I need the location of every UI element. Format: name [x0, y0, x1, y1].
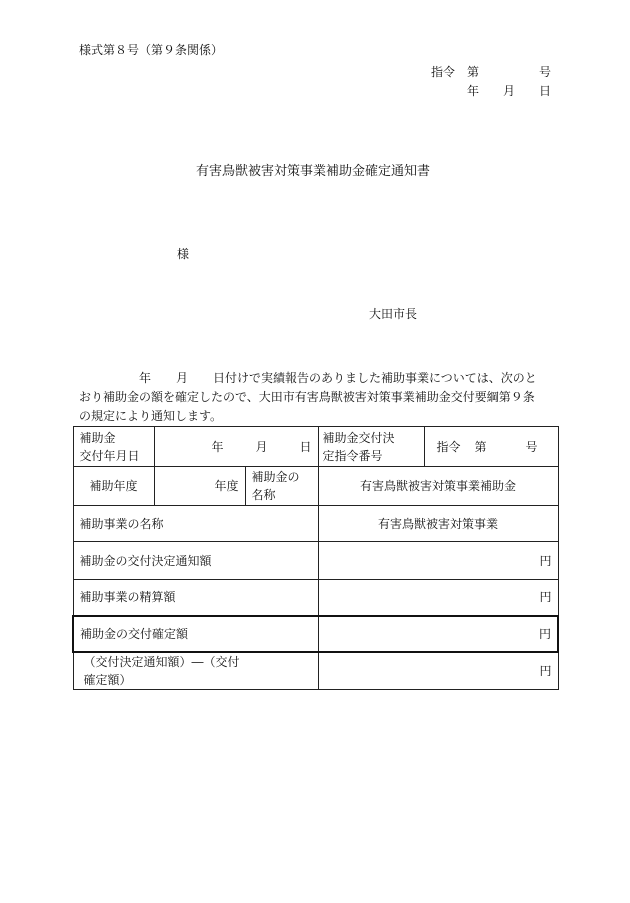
- grant-date-field: [154, 427, 318, 467]
- addressee-suffix: 様: [177, 247, 190, 261]
- grant-date-month-unit: 月: [255, 439, 268, 454]
- issue-date-day-unit: 日: [539, 84, 552, 98]
- settlement-amount-field: 円: [318, 580, 558, 616]
- decision-dai: 第: [474, 439, 487, 454]
- decision-shirei: 指令: [436, 439, 461, 454]
- decision-number-cell: [318, 427, 558, 467]
- issue-date-month-unit: 月: [503, 84, 516, 98]
- grant-decision-amount-label: 補助金の交付決定通知額: [73, 542, 318, 580]
- reference-number-suffix: 号: [539, 65, 552, 79]
- issuer-name: 大田市長: [369, 307, 418, 321]
- body-year-unit: 年: [139, 371, 152, 385]
- project-name-label: 補助事業の名称: [73, 506, 318, 542]
- body-line-3: の規定により通知します。: [79, 409, 223, 423]
- settlement-amount-label: 補助事業の精算額: [73, 580, 318, 616]
- table-row: [73, 616, 558, 652]
- form-number: 様式第８号（第９条関係）: [79, 43, 224, 57]
- fiscal-year-field: 年度: [154, 467, 245, 506]
- subsidy-name-value: 有害鳥獣被害対策事業補助金: [318, 467, 558, 506]
- difference-amount-label: （交付決定通知額）―（交付 確定額）: [73, 652, 318, 690]
- subsidy-table: [72, 426, 559, 690]
- body-line-1-text: 日付けで実績報告のありました補助事業については、次のと: [213, 371, 537, 385]
- project-name-value: 有害鳥獣被害対策事業: [318, 506, 558, 542]
- fiscal-year-label: 補助年度: [73, 467, 154, 506]
- decision-go: 号: [525, 439, 538, 454]
- body-month-unit: 月: [176, 371, 189, 385]
- body-line-2: おり補助金の額を確定したので、大田市有害鳥獣被害対策事業補助金交付要綱第９条: [79, 390, 535, 404]
- confirmed-amount-field: 円: [318, 616, 558, 652]
- notice-body: [79, 369, 559, 426]
- grant-date-label: 補助金 交付年月日: [73, 427, 154, 467]
- table-row: [73, 580, 558, 616]
- document-title: 有害鳥獣被害対策事業補助金確定通知書: [196, 164, 431, 179]
- decision-number-label: 補助金交付決 定指令番号: [319, 427, 425, 466]
- issue-date-year-unit: 年: [467, 84, 480, 98]
- reference-number-prefix: 第: [467, 65, 480, 79]
- difference-amount-field: 円: [318, 652, 558, 690]
- table-row: [73, 467, 558, 506]
- table-row: [73, 652, 558, 690]
- grant-date-day-unit: 日: [299, 439, 312, 454]
- confirmed-amount-label: 補助金の交付確定額: [73, 616, 318, 652]
- subsidy-name-label: 補助金の 名称: [245, 467, 318, 506]
- table-row: [73, 427, 558, 467]
- table-row: [73, 506, 558, 542]
- reference-number-label: 指令: [431, 65, 456, 79]
- grant-date-year-unit: 年: [211, 439, 224, 454]
- grant-decision-amount-field: 円: [318, 542, 558, 580]
- body-line-1: [79, 369, 559, 388]
- decision-number-field: [425, 427, 558, 466]
- table-row: [73, 542, 558, 580]
